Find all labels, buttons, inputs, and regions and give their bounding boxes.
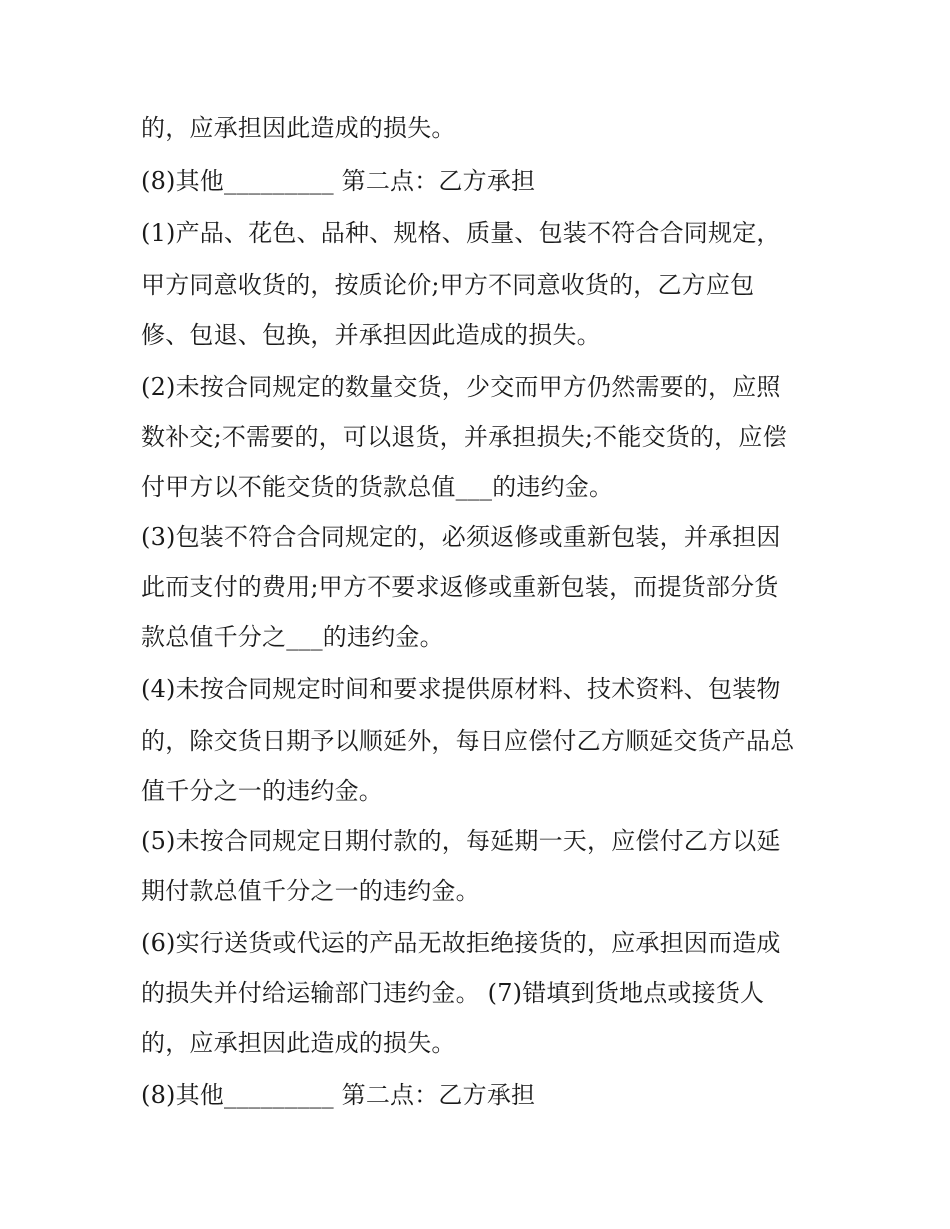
text-line: 的，应承担因此造成的损失。 bbox=[141, 1029, 456, 1057]
text-line: (4)未按合同规定时间和要求提供原材料、技术资料、包装物 bbox=[141, 675, 781, 703]
text-line: (3)包装不符合合同规定的，必须返修或重新包装，并承担因 bbox=[141, 523, 781, 551]
text-line: (6)实行送货或代运的产品无故拒绝接货的，应承担因而造成 bbox=[141, 929, 781, 957]
text-line: (2)未按合同规定的数量交货，少交而甲方仍然需要的，应照 bbox=[141, 373, 781, 401]
text-line: 修、包退、包换，并承担因此造成的损失。 bbox=[141, 321, 601, 349]
text-line: (8)其他_________ 第二点：乙方承担 bbox=[141, 167, 536, 195]
text-line: 甲方同意收货的，按质论价;甲方不同意收货的，乙方应包 bbox=[141, 271, 755, 299]
text-line: 期付款总值千分之一的违约金。 bbox=[141, 877, 480, 905]
text-line: 款总值千分之___的违约金。 bbox=[141, 623, 444, 651]
text-line: 的，除交货日期予以顺延外，每日应偿付乙方顺延交货产品总 bbox=[141, 727, 795, 755]
text-line: (8)其他_________ 第二点：乙方承担 bbox=[141, 1081, 536, 1109]
text-line: (1)产品、花色、品种、规格、质量、包装不符合合同规定， bbox=[141, 219, 781, 247]
text-line: 值千分之一的违约金。 bbox=[141, 777, 383, 805]
text-line: 此而支付的费用;甲方不要求返修或重新包装，而提货部分货 bbox=[141, 573, 779, 601]
text-line: 付甲方以不能交货的货款总值___的违约金。 bbox=[141, 473, 614, 501]
text-line: 的损失并付给运输部门违约金。 (7)错填到货地点或接货人 bbox=[141, 979, 765, 1007]
text-line: 数补交;不需要的，可以退货，并承担损失;不能交货的，应偿 bbox=[141, 423, 787, 451]
text-line: (5)未按合同规定日期付款的，每延期一天，应偿付乙方以延 bbox=[141, 827, 781, 855]
text-line: 的，应承担因此造成的损失。 bbox=[141, 114, 456, 142]
